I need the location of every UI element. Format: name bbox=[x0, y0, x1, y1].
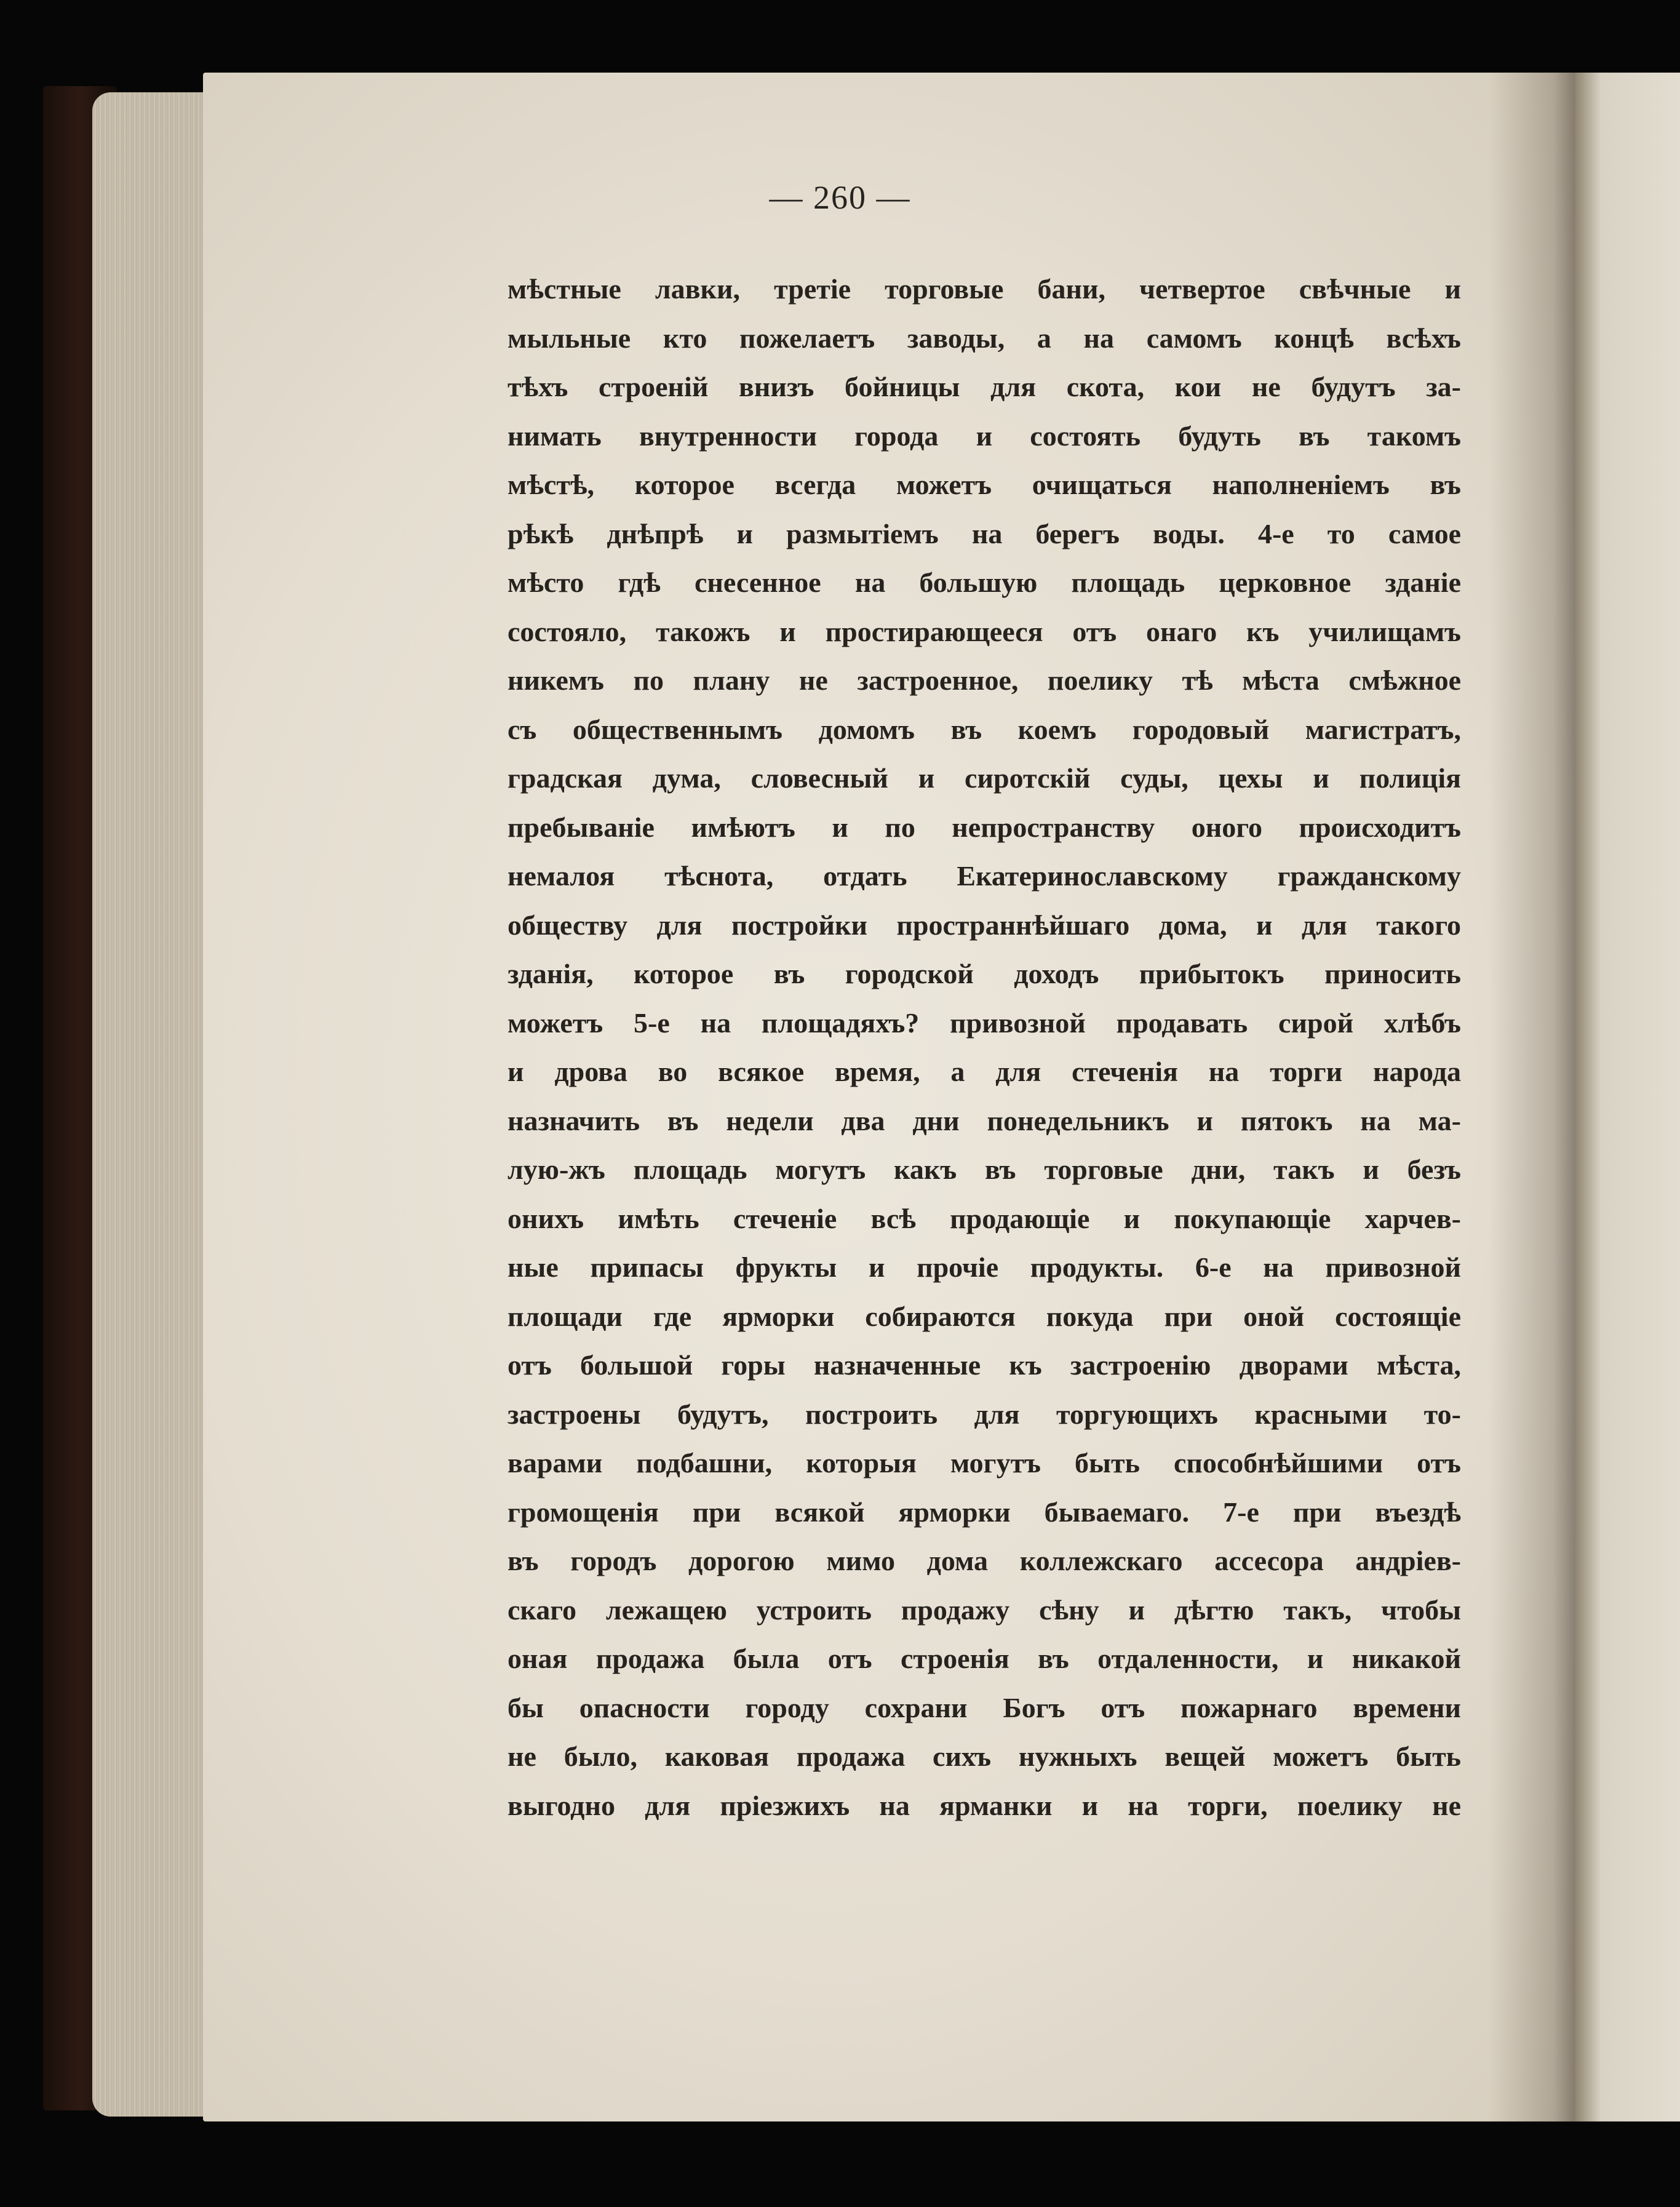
text-line: онихъ имѣть стеченіе всѣ продающіе и покупающіе харчев- bbox=[508, 1202, 1461, 1234]
text-line: никемъ по плану не застроенное, поелику тѣ мѣста смѣжное bbox=[508, 664, 1461, 696]
text-line: мыльные кто пожелаетъ заводы, а на самомъ концѣ всѣхъ bbox=[508, 322, 1461, 354]
text-line: ные припасы фрукты и прочіе продукты. 6-е на привозной bbox=[508, 1251, 1461, 1283]
text-line: не было, каковая продажа сихъ нужныхъ вещей можетъ быть bbox=[508, 1741, 1461, 1772]
text-line: можетъ 5-е на площадяхъ? привозной продавать сирой хлѣбъ bbox=[508, 1007, 1461, 1039]
text-line: съ общественнымъ домомъ въ коемъ городовый магистратъ, bbox=[508, 713, 1461, 745]
page-text bbox=[508, 265, 1461, 1830]
text-line: рѣкѣ днѣпрѣ и размытіемъ на берегъ воды. 4-е то самое bbox=[508, 517, 1461, 549]
text-line: градская дума, словесный и сиротскій суды, цехы и полиція bbox=[508, 762, 1461, 794]
facing-page-edge bbox=[1575, 73, 1680, 2121]
text-line: выгодно для пріезжихъ на ярманки и на торги, поелику не bbox=[508, 1789, 1461, 1821]
text-line: площади где ярморки собираются покуда при оной состоящіе bbox=[508, 1300, 1461, 1332]
text-line: громощенія при всякой ярморки бываемаго. 7-е при въездѣ bbox=[508, 1496, 1461, 1528]
text-line: назначить въ недели два дни понедельникъ и пятокъ на ма- bbox=[508, 1104, 1461, 1136]
text-line: мѣсто гдѣ снесенное на большую площадь церковное зданіе bbox=[508, 567, 1461, 598]
text-line: варами подбашни, которыя могутъ быть способнѣйшими отъ bbox=[508, 1447, 1461, 1479]
text-line: отъ большой горы назначенные къ застроенію дворами мѣста, bbox=[508, 1349, 1461, 1381]
text-line: и дрова во всякое время, а для стеченія на торги народа bbox=[508, 1056, 1461, 1087]
page-gutter-shadow bbox=[1489, 73, 1581, 2121]
text-line: бы опасности городу сохрани Богъ отъ пожарнаго времени bbox=[508, 1691, 1461, 1723]
text-line: оная продажа была отъ строенія въ отдаленности, и никакой bbox=[508, 1643, 1461, 1674]
text-line: въ городъ дорогою мимо дома коллежскаго ассесора андріев- bbox=[508, 1545, 1461, 1576]
text-line: лую-жъ площадь могутъ какъ въ торговые дни, такъ и безъ bbox=[508, 1154, 1461, 1185]
text-line: немалоя тѣснота, отдать Екатеринославскому гражданскому bbox=[508, 860, 1461, 892]
text-line: тѣхъ строеній внизъ бойницы для скота, кои не будутъ за- bbox=[508, 371, 1461, 402]
text-line: обществу для постройки пространнѣйшаго дома, и для такого bbox=[508, 909, 1461, 941]
text-line: состояло, такожъ и простирающееся отъ онаго къ училищамъ bbox=[508, 615, 1461, 647]
text-line: застроены будутъ, построить для торгующихъ красными то- bbox=[508, 1398, 1461, 1430]
text-line: зданія, которое въ городской доходъ прибытокъ приносить bbox=[508, 958, 1461, 989]
text-line: пребываніе имѣютъ и по непространству оного происходитъ bbox=[508, 811, 1461, 843]
text-line: мѣстные лавки, третіе торговые бани, четвертое свѣчные и bbox=[508, 273, 1461, 305]
text-line: мѣстѣ, которое всегда можетъ очищаться наполненіемъ въ bbox=[508, 469, 1461, 500]
text-line: нимать внутренности города и состоять будуть въ такомъ bbox=[508, 420, 1461, 452]
page-number: — 260 — bbox=[769, 179, 911, 216]
text-line: скаго лежащею устроить продажу сѣну и дѣгтю такъ, чтобы bbox=[508, 1594, 1461, 1626]
